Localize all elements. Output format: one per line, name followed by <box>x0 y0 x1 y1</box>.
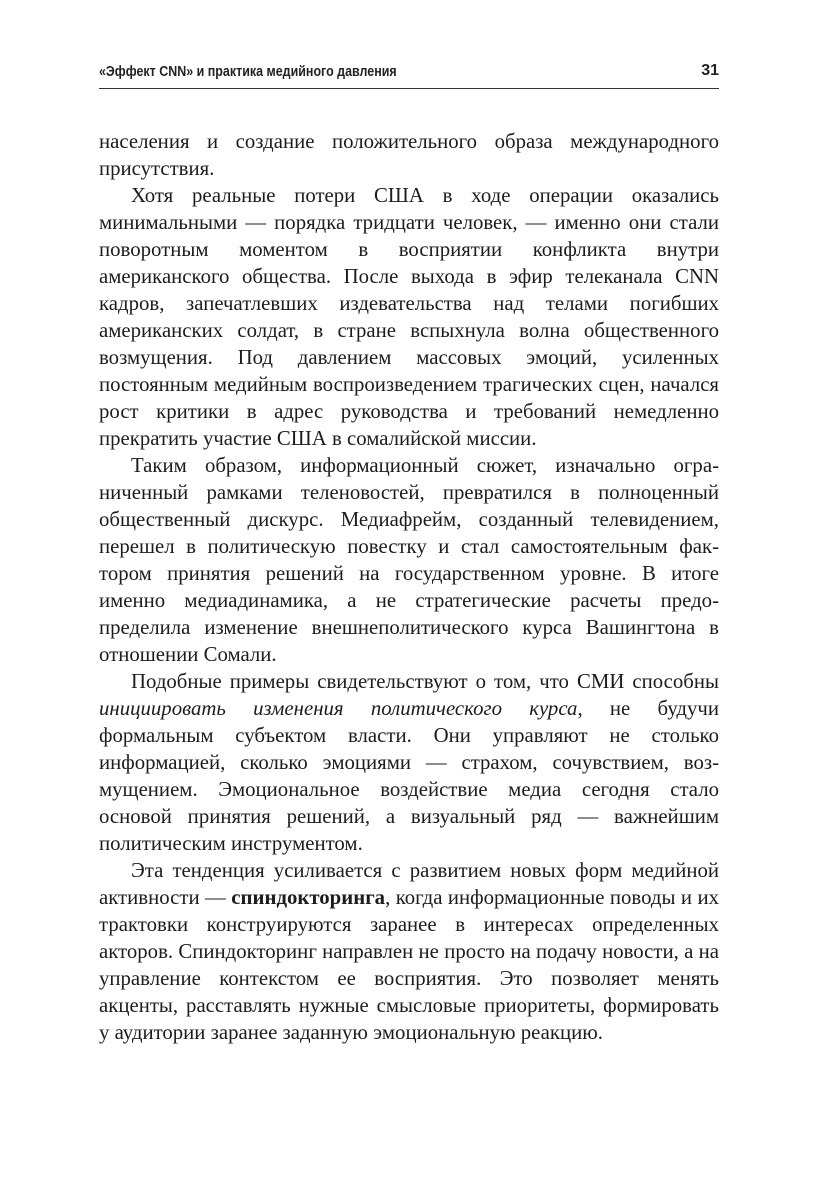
text-run: , не будучи формальным субъектом власти. Они управляют не столько информацией, сколько эмоциями — страхом, сочувствием, возмущением. Эмоциональное воздействие медиа сегодня стало основой принятия решений, а визуальный ряд — важнейшим политическим инструментом. <box>99 697 719 855</box>
paragraph-us-losses: Хотя реальные потери США в ходе операции оказались минимальными — порядка тридцати человек, — именно они стали поворотным моментом в восприятии конфликта внутри американского общества. После выхода в эфир телеканала CNN кадров, запечатлевших издевательства над телами погибших американских солдат, в стране вспыхнула волна общественного возмущения. Под давлением массовых эмоций, усиленных постоянным медийным воспроизведением трагических сцен, начался рост критики в адрес руководства и требований немедленно прекратить участие США в сомалийской миссии. <box>99 184 719 450</box>
paragraph-spin-doctoring <box>99 857 719 1046</box>
text-run: Эта тенденция усиливается с развитием новых форм медийной активности — <box>99 859 719 909</box>
bold-term: спиндокторинга <box>231 886 386 909</box>
page-number: 31 <box>701 62 719 79</box>
text-run: , когда информационные поводы и их трактовки конструируются заранее в интересах определенных акторов. Спиндокторинг направлен не просто на подачу новости, а на управление контекстом ее восприятия. Это позволяет менять акценты, расставлять нужные смысловые приоритеты, формировать у аудитории заранее заданную эмоциональную реакцию. <box>99 886 719 1044</box>
running-header <box>99 58 719 89</box>
italic-emphasis: инициировать изменения политического курса <box>99 697 578 720</box>
text-run: Подобные примеры свидетельствуют о том, что СМИ способны <box>131 670 719 693</box>
paragraph-continuation: населения и создание положительного образа международного присутствия. <box>99 130 719 180</box>
body-text <box>99 128 719 1046</box>
paragraph-media-influence <box>99 668 719 857</box>
chapter-title: «Эффект CNN» и практика медийного давления <box>99 64 397 80</box>
paragraph-media-frame: Таким образом, информационный сюжет, изначально ограниченный рамками теленовостей, превратился в полноценный общественный дискурс. Медиафрейм, созданный телевидением, перешел в политическую повестку и стал самостоятельным фактором принятия решений на государственном уровне. В итоге именно медиадинамика, а не стратегические расчеты предопределила изменение внешнеполитического курса Вашингтона в отношении Сомали. <box>99 454 719 666</box>
